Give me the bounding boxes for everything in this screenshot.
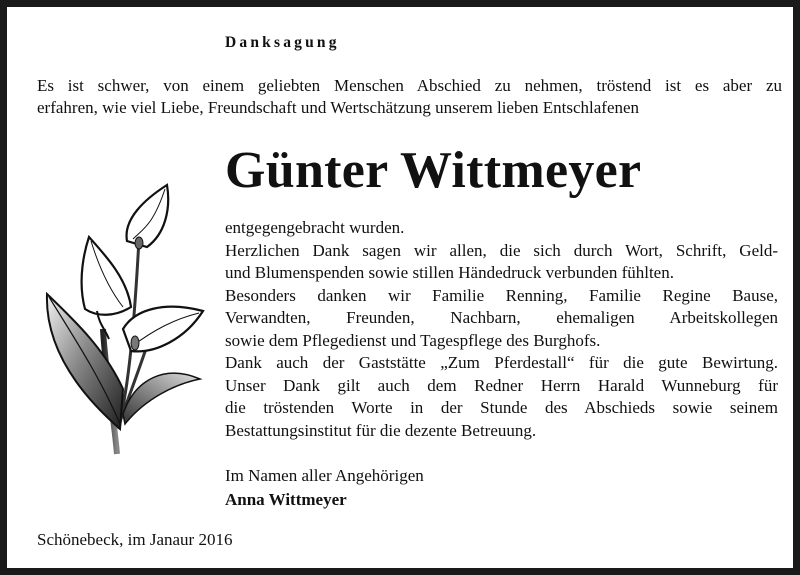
- thanks-paragraph: [225, 217, 778, 442]
- signature-intro: Im Namen aller Angehörigen: [225, 466, 424, 485]
- body-line: Dank auch der Gaststätte „Zum Pferdestall“ für die gute Bewirtung.: [225, 353, 778, 372]
- deceased-name: Günter Wittmeyer: [225, 142, 642, 199]
- body-line: Bestattungsinstitut für die dezente Betreuung.: [225, 420, 537, 440]
- place-date: Schönebeck, im Janaur 2016: [37, 530, 233, 549]
- body-line: Verwandten, Freunden, Nachbarn, ehemaligen Arbeitskollegen: [225, 308, 778, 327]
- body-line: Besonders danken wir Familie Renning, Familie Regine Bause,: [225, 285, 778, 305]
- body-line: entgegengebracht wurden.: [225, 218, 405, 237]
- intro-line: erfahren, wie viel Liebe, Freundschaft und Wertschätzung unserem lieben Entschlafenen: [37, 98, 640, 117]
- body-line: sowie dem Pflegedienst und Tagespflege des Burghofs.: [225, 330, 601, 350]
- signature-name: Anna Wittmeyer: [225, 490, 347, 509]
- body-line: Herzlichen Dank sagen wir allen, die sich durch Wort, Schrift, Geld-: [225, 240, 778, 260]
- body-line: und Blumenspenden sowie stillen Händedruck verbunden fühlten.: [225, 263, 674, 282]
- intro-line: Es ist schwer, von einem geliebten Menschen Abschied zu nehmen, tröstend ist es aber zu: [37, 76, 782, 95]
- signature-block: [225, 464, 424, 512]
- calla-lily-icon: [35, 179, 215, 464]
- body-line: die tröstenden Worte in der Stunde des Abschieds sowie seinem: [225, 398, 778, 417]
- body-line: Unser Dank gilt auch dem Redner Herrn Harald Wunneburg für: [225, 375, 778, 395]
- intro-paragraph: [37, 75, 782, 119]
- notice-heading: Danksagung: [225, 34, 340, 51]
